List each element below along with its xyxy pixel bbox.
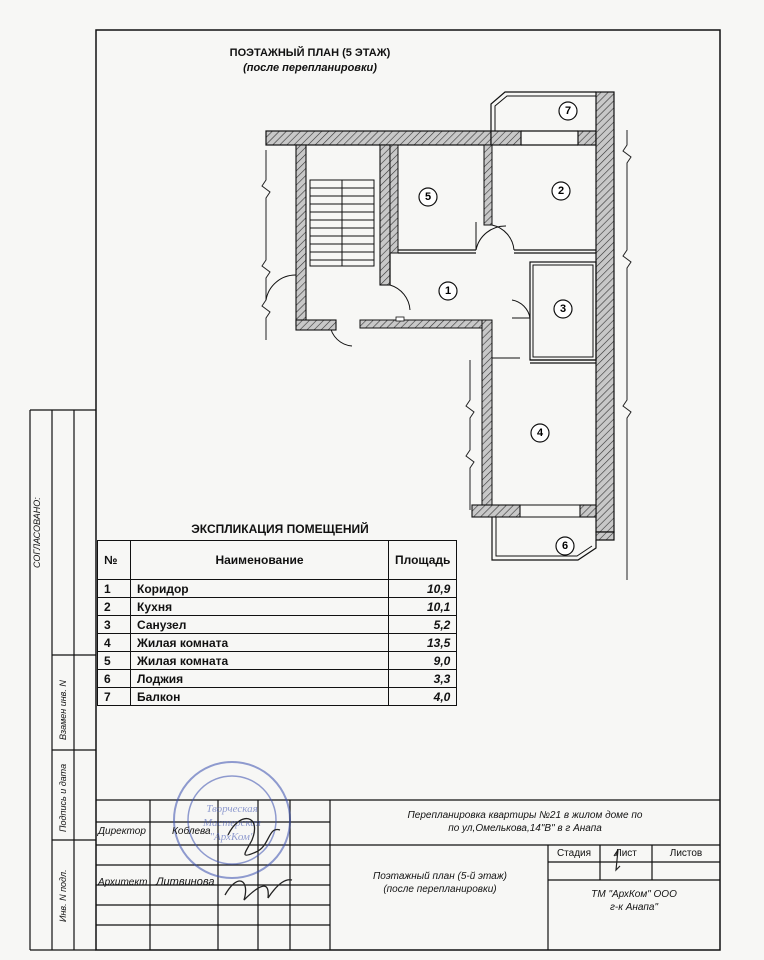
row-num: 7	[98, 688, 131, 706]
table-row	[98, 652, 457, 670]
plan-subtitle: (после перепланировки)	[243, 62, 377, 74]
explication-table	[97, 540, 457, 706]
row-num: 4	[98, 634, 131, 652]
room-label-2: 2	[557, 185, 565, 197]
director-name: Коблева	[172, 826, 211, 837]
architect-label: Архитект	[98, 877, 148, 888]
row-name: Санузел	[131, 616, 389, 634]
room-label-7: 7	[564, 105, 572, 117]
room-label-3: 3	[559, 303, 567, 315]
architect-name: Литвинова	[156, 876, 215, 888]
table-row	[98, 616, 457, 634]
explication-title: ЭКСПЛИКАЦИЯ ПОМЕЩЕНИЙ	[191, 522, 369, 536]
row-num: 5	[98, 652, 131, 670]
row-name: Коридор	[131, 580, 389, 598]
header-name: Наименование	[131, 541, 389, 580]
row-num: 6	[98, 670, 131, 688]
stage-label: Стадия	[556, 848, 592, 859]
row-area: 10,9	[389, 580, 457, 598]
agreed-label: СОГЛАСОВАНО:	[32, 497, 42, 568]
svg-text:Творческая: Творческая	[206, 803, 258, 815]
wall-right	[596, 92, 614, 532]
drawing-line-1: Поэтажный план (5-й этаж)	[373, 871, 507, 882]
drawing-line-2: (после перепланировки)	[383, 884, 497, 895]
row-area: 5,2	[389, 616, 457, 634]
wall-top-left	[266, 131, 491, 145]
row-name: Жилая комната	[131, 634, 389, 652]
project-line-2: по ул,Омелькова,14"В" в г Анапа	[448, 823, 602, 834]
row-area: 9,0	[389, 652, 457, 670]
room-label-4: 4	[536, 427, 544, 439]
company-line-2: г-к Анапа"	[610, 902, 658, 913]
row-name: Кухня	[131, 598, 389, 616]
company-seal	[174, 762, 290, 878]
room-label-5: 5	[424, 191, 432, 203]
row-area: 4,0	[389, 688, 457, 706]
header-area: Площадь	[389, 541, 457, 580]
row-num: 2	[98, 598, 131, 616]
row-area: 3,3	[389, 670, 457, 688]
row-num: 1	[98, 580, 131, 598]
sheets-label: Листов	[669, 848, 703, 859]
row-area: 10,1	[389, 598, 457, 616]
row-name: Жилая комната	[131, 652, 389, 670]
table-row	[98, 634, 457, 652]
staircase	[310, 180, 374, 266]
svg-text:Мастерская: Мастерская	[202, 817, 262, 829]
row-num: 3	[98, 616, 131, 634]
plan-title: ПОЭТАЖНЫЙ ПЛАН (5 ЭТАЖ)	[229, 47, 391, 59]
row-name: Балкон	[131, 688, 389, 706]
table-row	[98, 688, 457, 706]
inv-replace-label: Взамен инв. N	[58, 680, 68, 740]
inv-orig-label: Инв. N подл.	[58, 869, 68, 922]
table-header-row	[98, 541, 457, 580]
table-row	[98, 598, 457, 616]
svg-text:"АрхКом": "АрхКом"	[209, 831, 255, 843]
row-area: 13,5	[389, 634, 457, 652]
header-num: №	[98, 541, 131, 580]
director-label: Директор	[98, 826, 146, 837]
sign-date-label: Подпись и дата	[58, 763, 68, 832]
table-row	[98, 580, 457, 598]
project-line-1: Перепланировка квартиры №21 в жилом доме по	[407, 810, 643, 821]
sheet-label: Лист	[615, 848, 637, 859]
row-name: Лоджия	[131, 670, 389, 688]
room-label-1: 1	[444, 285, 452, 297]
room-label-6: 6	[561, 540, 569, 552]
company-line-1: ТМ "АрхКом" ООО	[591, 889, 677, 900]
table-row	[98, 670, 457, 688]
